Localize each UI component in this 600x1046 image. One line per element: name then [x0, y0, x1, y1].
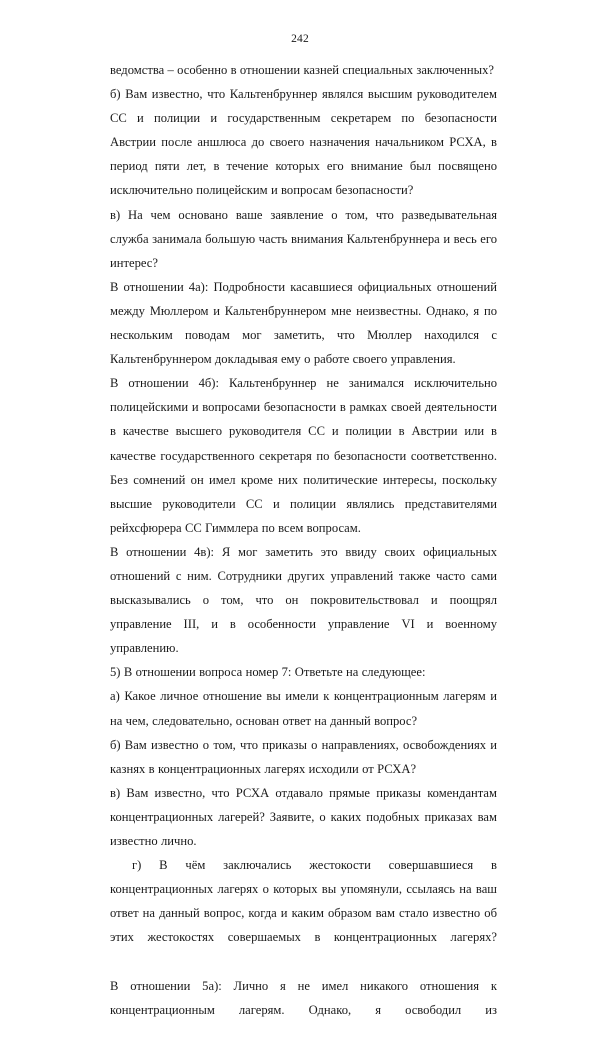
paragraph: В отношении 5а): Лично я не имел никакого отношения к концентрационным лагерям. Однако, я освободил из — [110, 978, 497, 1017]
paragraph: В отношении 4а): Подробности касавшиеся официальных отношений между Мюллером и Кальтенбруннером мне неизвестны. Однако, я по нескольким поводам мог заметить, что Мюллер находился с Кальтенбруннером докладывая ему о работе своего управления. — [110, 279, 497, 367]
paragraph: б) Вам известно о том, что приказы о направлениях, освобождениях и казнях в концентрационных лагерях исходили от РСХА? — [110, 737, 497, 776]
paragraph: В отношении 4б): Кальтенбруннер не занимался исключительно полицейскими и вопросами безопасности в рамках своей деятельности в качестве высшего руководителя СС и полиции в Австрии или в качестве государственного секретаря по безопасности соответственно. Без сомнений он имел кроме них политические интересы, поскольку высшие руководители СС и полиции являлись представителями рейхсфюрера СС Гиммлера по всем вопросам. — [110, 376, 497, 535]
page-number: 242 — [291, 33, 309, 45]
paragraph: а) Какое личное отношение вы имели к концентрационным лагерям и на чем, следовательно, основан ответ на данный вопрос? — [110, 689, 497, 728]
document-body — [110, 58, 497, 1046]
paragraph: в) На чем основано ваше заявление о том, что разведывательная служба занимала большую часть внимания Кальтенбруннера и весь его интерес? — [110, 207, 497, 270]
paragraph: В отношении 4в): Я мог заметить это ввиду своих официальных отношений с ним. Сотрудники других управлений также часто сами высказывались о том, что он покровительствовал и поощрял управление III, и в особенности управление VI и военному управлению. — [110, 544, 497, 656]
paragraph: 5) В отношении вопроса номер 7: Ответьте на следующее: — [110, 665, 426, 680]
paragraph: г) В чём заключались жестокости совершавшиеся в концентрационных лагерях о которых вы упомянули, ссылаясь на ваш ответ на данный вопрос, когда и каким образом вам стало известно об этих жестокостях совершаемых в концентрационных лагерях? — [110, 858, 497, 945]
paragraph: б) Вам известно, что Кальтенбруннер являлся высшим руководителем СС и полиции и государственным секретарем по безопасности Австрии после аншлюса до своего назначения начальником РСХА, в период пяти лет, в течение которых его внимание был посвящено исключительно полицейским и вопросам безопасности? — [110, 87, 497, 198]
paragraph: ведомства – особенно в отношении казней специальных заключенных? — [110, 63, 494, 77]
paragraph: в) Вам известно, что РСХА отдавало прямые приказы комендантам концентрационных лагерей? Заявите, о каких подобных приказах вам известно лично. — [110, 785, 497, 848]
